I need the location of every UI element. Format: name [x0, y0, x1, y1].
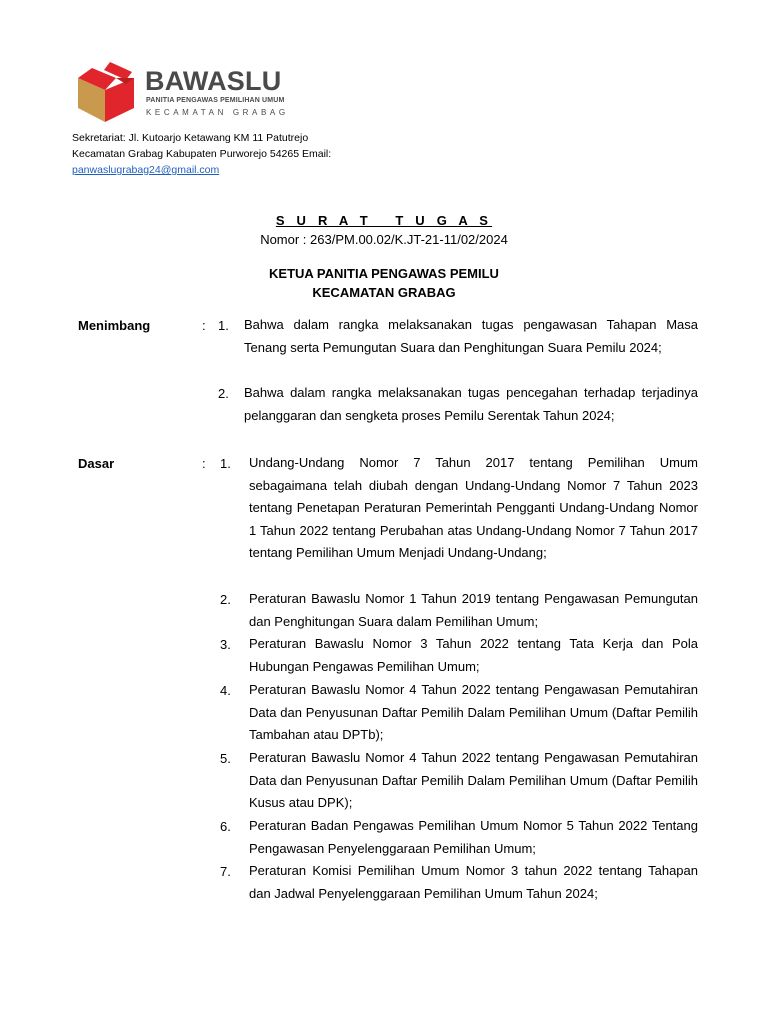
- item-number: 1.: [220, 456, 231, 471]
- logo-subtitle: PANITIA PENGAWAS PEMILIHAN UMUM: [146, 97, 285, 104]
- item-number: 6.: [220, 819, 231, 834]
- list-item: Bahwa dalam rangka melaksanakan tugas pengawasan Tahapan Masa Tenang serta Pemungutan Suara dan Penghitungan Suara Pemilu 2024;: [244, 317, 698, 355]
- address-line: Kecamatan Grabag Kabupaten Purworejo 54265 Email:: [72, 148, 332, 160]
- item-number: 2.: [218, 386, 229, 401]
- list-item: Peraturan Badan Pengawas Pemilihan Umum Nomor 5 Tahun 2022 Tentang Pengawasan Penyelenggaraan Pemilihan Umum;: [249, 818, 698, 856]
- item-number: 7.: [220, 864, 231, 879]
- issuer-line: KECAMATAN GRABAG: [312, 285, 456, 300]
- list-item: Bahwa dalam rangka melaksanakan tugas pencegahan terhadap terjadinya pelanggaran dan sengketa proses Pemilu Serentak Tahun 2024;: [244, 385, 698, 423]
- item-number: 3.: [220, 637, 231, 652]
- logo-subtitle-district: KECAMATAN GRABAG: [146, 108, 289, 117]
- item-number: 5.: [220, 751, 231, 766]
- item-number: 4.: [220, 683, 231, 698]
- section-label-menimbang: Menimbang: [78, 318, 151, 333]
- item-number: 2.: [220, 592, 231, 607]
- list-item: Peraturan Bawaslu Nomor 3 Tahun 2022 tentang Tata Kerja dan Pola Hubungan Pengawas Pemilihan Umum;: [249, 636, 698, 674]
- colon: :: [202, 456, 206, 471]
- list-item: Peraturan Bawaslu Nomor 4 Tahun 2022 tentang Pengawasan Pemutahiran Data dan Penyusunan Daftar Pemilih Dalam Pemilihan Umum (Daftar Pemilih Tambahan atau DPTb);: [249, 682, 698, 743]
- email-link[interactable]: panwaslugrabag24@gmail.com: [72, 164, 220, 176]
- document-number: Nomor : 263/PM.00.02/K.JT-21-11/02/2024: [260, 232, 508, 247]
- list-item: Peraturan Bawaslu Nomor 4 Tahun 2022 tentang Pengawasan Pemutahiran Data dan Penyusunan Daftar Pemilih Dalam Pemilihan Umum (Daftar Pemilih Kusus atau DPK);: [249, 750, 698, 811]
- list-item: Peraturan Bawaslu Nomor 1 Tahun 2019 tentang Pengawasan Pemungutan dan Penghitungan Suara dalam Pemilihan Umum;: [249, 591, 698, 629]
- list-item: Peraturan Komisi Pemilihan Umum Nomor 3 tahun 2022 tentang Tahapan dan Jadwal Penyelenggaraan Pemilihan Umum Tahun 2024;: [249, 863, 698, 901]
- issuer-line: KETUA PANITIA PENGAWAS PEMILU: [269, 266, 499, 281]
- list-item: Undang-Undang Nomor 7 Tahun 2017 tentang Pemilihan Umum sebagaimana telah diubah dengan Undang-Undang Nomor 7 Tahun 2023 tentang Penetapan Peraturan Pemerintah Pengganti Undang-Undang Nomor 1 Tahun 2022 tentang Perubahan atas Undang-Undang Nomor 7 Tahun 2017 tentang Pemilihan Umum Menjadi Undang-Undang;: [249, 455, 698, 561]
- letterhead: [72, 60, 332, 124]
- document-heading: S U R A T T U G A S: [275, 213, 493, 228]
- bawaslu-logo-icon: [72, 60, 138, 124]
- colon: :: [202, 318, 206, 333]
- address-block: [72, 130, 331, 178]
- logo-title: BAWASLU: [145, 66, 282, 96]
- address-line: Sekretariat: Jl. Kutoarjo Ketawang KM 11 Patutrejo: [72, 132, 309, 144]
- item-number: 1.: [218, 318, 229, 333]
- section-label-dasar: Dasar: [78, 456, 115, 471]
